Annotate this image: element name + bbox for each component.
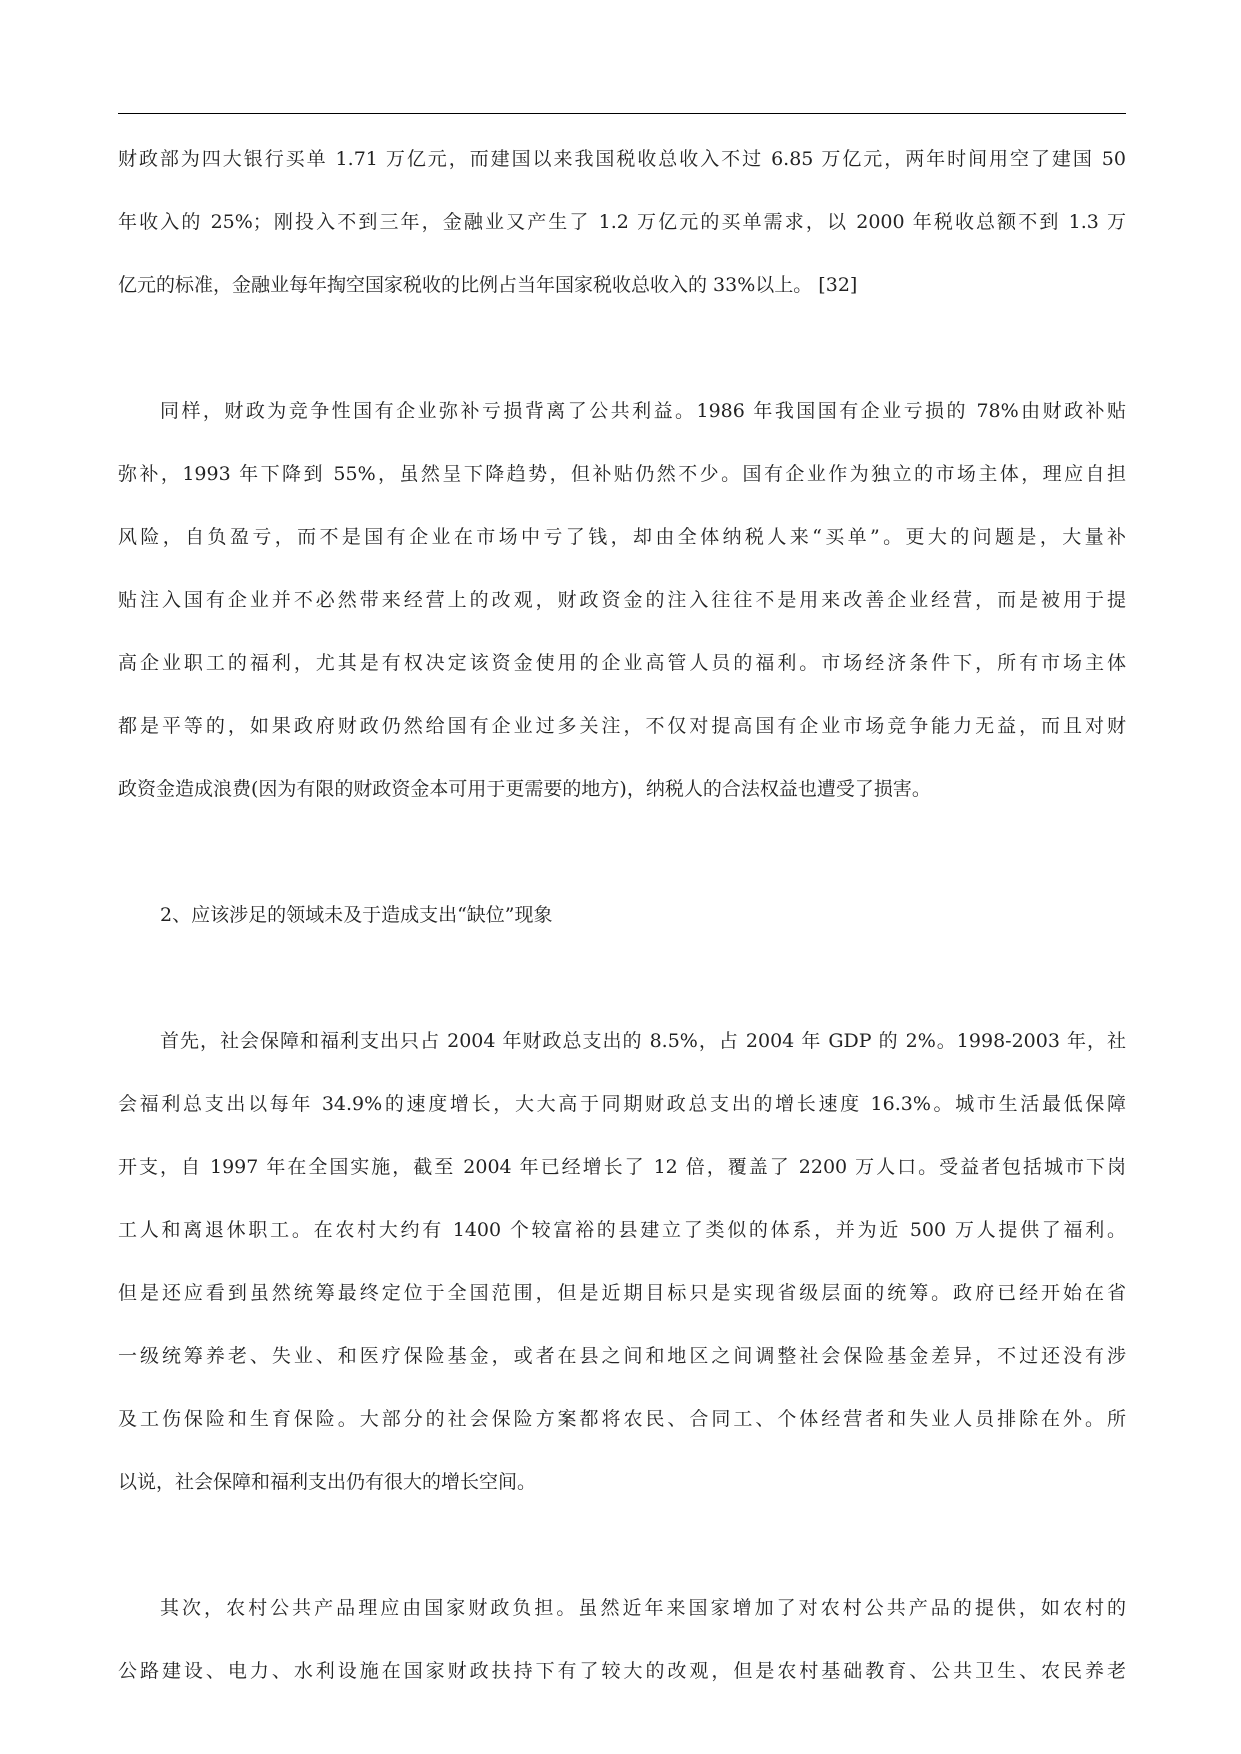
- paragraph-gap: [118, 1530, 1126, 1593]
- text-line: 公路建设、电力、水利设施在国家财政扶持下有了较大的改观，但是农村基础教育、公共卫生、农民养老: [118, 1660, 1126, 1682]
- text-line: 工人和离退休职工。在农村大约有 1400 个较富裕的县建立了类似的体系，并为近 500 万人提供了福利。: [118, 1219, 1126, 1241]
- text-line: 同样，财政为竞争性国有企业弥补亏损背离了公共利益。1986 年我国国有企业亏损的 78%由财政补贴: [160, 400, 1126, 422]
- section-heading-text: 2、应该涉足的领域未及于造成支出“缺位”现象: [160, 904, 553, 926]
- text-line: 都是平等的，如果政府财政仍然给国有企业过多关注，不仅对提高国有企业市场竞争能力无益，而且对财: [118, 715, 1126, 737]
- paragraph-5: [118, 1593, 1126, 1719]
- text-line: 风险，自负盈亏，而不是国有企业在市场中亏了钱，却由全体纳税人来“买单”。更大的问题是，大量补: [118, 526, 1126, 548]
- text-line: 及工伤保险和生育保险。大部分的社会保险方案都将农民、合同工、个体经营者和失业人员排除在外。所: [118, 1408, 1126, 1430]
- paragraph-1: [118, 144, 1126, 333]
- paragraph-gap: [118, 333, 1126, 396]
- section-heading: [118, 900, 1126, 963]
- text-line: 贴注入国有企业并不必然带来经营上的改观，财政资金的注入往往不是用来改善企业经营，而是被用于提: [118, 589, 1126, 611]
- text-line: 弥补，1993 年下降到 55%，虽然呈下降趋势，但补贴仍然不少。国有企业作为独立的市场主体，理应自担: [118, 463, 1126, 485]
- header-rule: [118, 113, 1126, 114]
- paragraph-gap: [118, 837, 1126, 900]
- text-line: 年收入的 25%；刚投入不到三年，金融业又产生了 1.2 万亿元的买单需求，以 2000 年税收总额不到 1.3 万: [118, 211, 1126, 233]
- paragraph-4: [118, 1026, 1126, 1530]
- text-line: 会福利总支出以每年 34.9%的速度增长，大大高于同期财政总支出的增长速度 16.3%。城市生活最低保障: [118, 1093, 1126, 1115]
- text-line: 以说，社会保障和福利支出仍有很大的增长空间。: [118, 1471, 537, 1493]
- text-line: 但是还应看到虽然统筹最终定位于全国范围，但是近期目标只是实现省级层面的统筹。政府已经开始在省: [118, 1282, 1126, 1304]
- text-line: 高企业职工的福利，尤其是有权决定该资金使用的企业高管人员的福利。市场经济条件下，所有市场主体: [118, 652, 1126, 674]
- paragraph-gap: [118, 963, 1126, 1026]
- text-line: 其次，农村公共产品理应由国家财政负担。虽然近年来国家增加了对农村公共产品的提供，如农村的: [160, 1597, 1126, 1619]
- text-line: 亿元的标准，金融业每年掏空国家税收的比例占当年国家税收总收入的 33%以上。 [32]: [118, 274, 858, 296]
- text-line: 首先，社会保障和福利支出只占 2004 年财政总支出的 8.5%，占 2004 年 GDP 的 2%。1998-2003 年，社: [160, 1030, 1126, 1052]
- paragraph-2: [118, 396, 1126, 837]
- text-line: 一级统筹养老、失业、和医疗保险基金，或者在县之间和地区之间调整社会保险基金差异，不过还没有涉: [118, 1345, 1126, 1367]
- text-line: 政资金造成浪费(因为有限的财政资金本可用于更需要的地方)，纳税人的合法权益也遭受了损害。: [118, 778, 931, 800]
- text-line: 开支，自 1997 年在全国实施，截至 2004 年已经增长了 12 倍，覆盖了 2200 万人口。受益者包括城市下岗: [118, 1156, 1126, 1178]
- body-text: [118, 144, 1126, 1719]
- text-line: 财政部为四大银行买单 1.71 万亿元，而建国以来我国税收总收入不过 6.85 万亿元，两年时间用空了建国 50: [118, 148, 1126, 170]
